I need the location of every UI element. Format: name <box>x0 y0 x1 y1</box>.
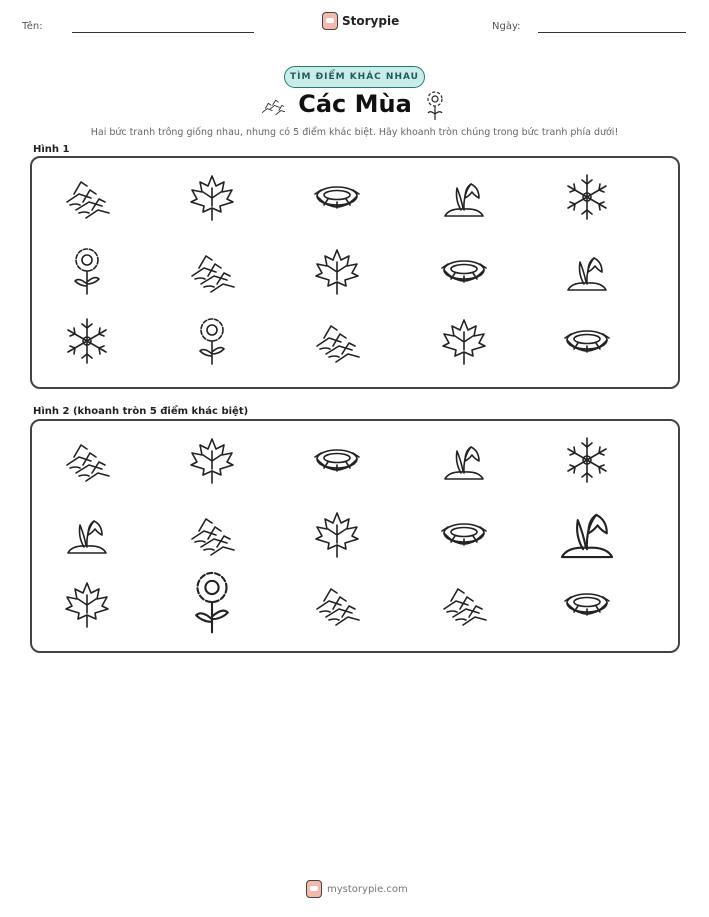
worksheet-tag: TÌM ĐIỂM KHÁC NHAU <box>284 66 425 88</box>
picture1-frame[interactable] <box>30 156 680 389</box>
footer-url[interactable]: mystorypie.com <box>327 883 408 895</box>
maple-leaf-icon[interactable] <box>312 246 362 296</box>
birds-icon[interactable] <box>312 579 362 629</box>
nest-icon[interactable] <box>562 316 612 366</box>
birds-icon[interactable] <box>187 509 237 559</box>
birds-icon[interactable] <box>62 172 112 222</box>
date-line[interactable] <box>538 32 686 33</box>
snowdrop-icon[interactable] <box>554 499 620 565</box>
snowdrop-icon[interactable] <box>562 246 612 296</box>
birds-icon[interactable] <box>187 246 237 296</box>
snowflake-icon[interactable] <box>62 316 112 366</box>
page-title: Các Mùa <box>298 90 412 118</box>
snowdrop-icon[interactable] <box>439 435 489 485</box>
sunflower-icon[interactable] <box>62 246 112 296</box>
name-label: Tên: <box>22 21 43 32</box>
birds-icon[interactable] <box>439 579 489 629</box>
picture2-label: Hình 2 (khoanh tròn 5 điểm khác biệt) <box>33 406 249 417</box>
maple-leaf-icon[interactable] <box>439 316 489 366</box>
footer <box>306 880 408 898</box>
nest-icon[interactable] <box>439 509 489 559</box>
birds-decor-icon <box>256 94 290 120</box>
storypie-footer-logo-icon <box>306 880 322 898</box>
brand-name: Storypie <box>342 14 400 28</box>
snowflake-icon[interactable] <box>562 435 612 485</box>
nest-icon[interactable] <box>312 172 362 222</box>
flower-decor-icon <box>424 90 446 122</box>
picture2-frame[interactable] <box>30 419 680 653</box>
maple-leaf-icon[interactable] <box>187 435 237 485</box>
birds-icon[interactable] <box>312 316 362 366</box>
birds-icon[interactable] <box>62 435 112 485</box>
nest-icon[interactable] <box>312 435 362 485</box>
snowflake-icon[interactable] <box>562 172 612 222</box>
instructions: Hai bức tranh trông giống nhau, nhưng có 5 điểm khác biệt. Hãy khoanh tròn chúng trong bức tranh phía dưới! <box>90 127 619 138</box>
sunflower-icon[interactable] <box>187 316 237 366</box>
name-line[interactable] <box>72 32 254 33</box>
brand-logo <box>322 12 399 30</box>
storypie-logo-icon <box>322 12 338 30</box>
date-label: Ngày: <box>492 21 521 32</box>
birds-decor-svg <box>256 94 290 120</box>
maple-leaf-icon[interactable] <box>312 509 362 559</box>
picture1-label: Hình 1 <box>33 144 70 155</box>
nest-icon[interactable] <box>439 246 489 296</box>
snowdrop-icon[interactable] <box>439 172 489 222</box>
snowdrop-icon[interactable] <box>62 509 112 559</box>
maple-leaf-icon[interactable] <box>62 579 112 629</box>
nest-icon[interactable] <box>562 579 612 629</box>
maple-leaf-icon[interactable] <box>187 172 237 222</box>
sunflower-icon[interactable] <box>179 569 245 635</box>
